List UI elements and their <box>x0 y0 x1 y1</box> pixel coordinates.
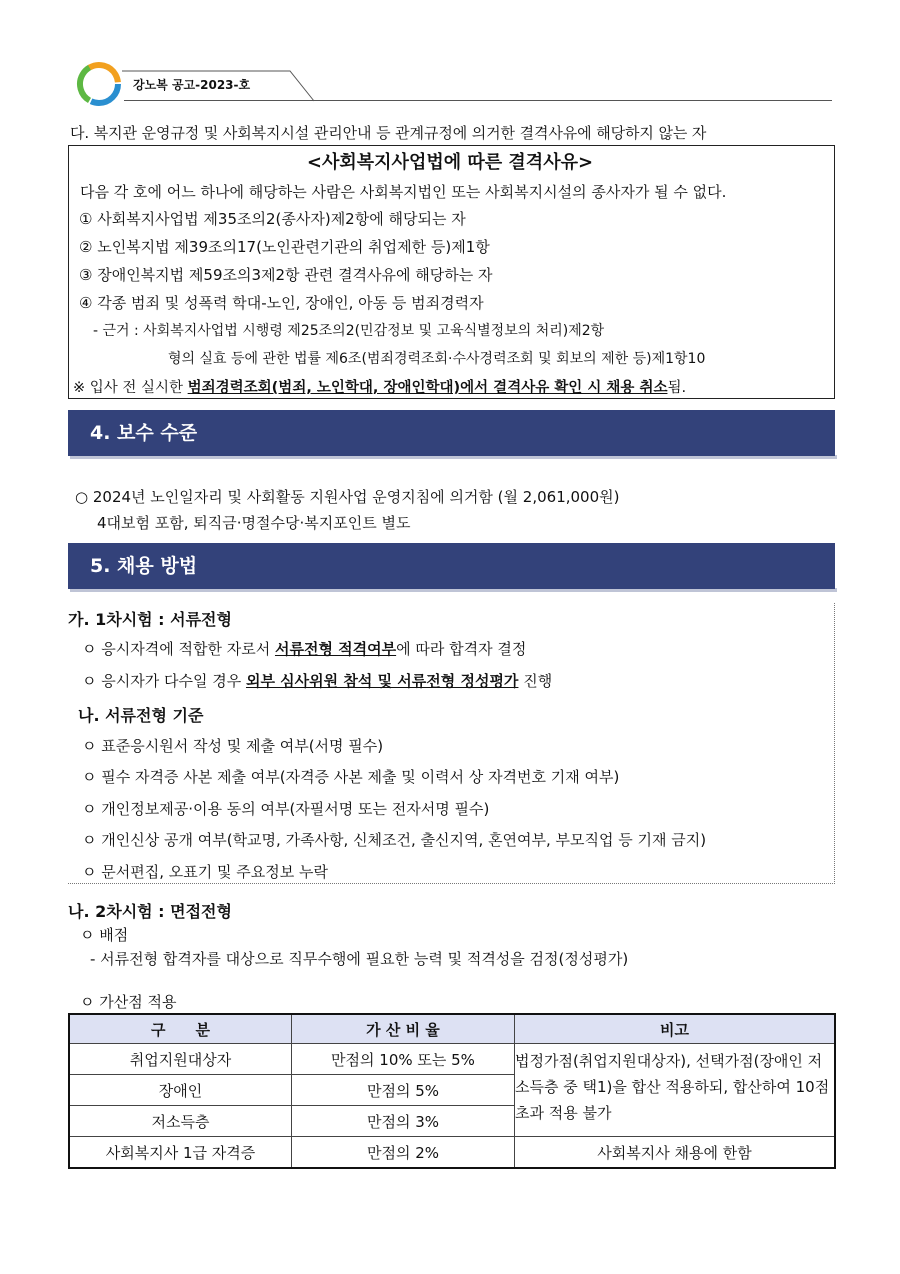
notice-item: ③ 장애인복지법 제59조의3제2항 관련 결격사유에 해당하는 자 <box>79 266 493 284</box>
table-cell: 취업지원대상자 <box>69 1044 292 1075</box>
table-cell: 만점의 5% <box>292 1075 515 1106</box>
first-exam-line: ㅇ 응시자가 다수일 경우 외부 심사위원 참석 및 서류전형 정성평가 진행 <box>82 672 553 690</box>
second-exam-heading: 나. 2차시험 : 면접전형 <box>68 902 232 921</box>
first-exam-heading: 가. 1차시험 : 서류전형 <box>68 610 232 629</box>
circle-logo-icon <box>76 61 122 107</box>
score-label: ㅇ 배점 <box>80 926 129 944</box>
bonus-label: ㅇ 가산점 적용 <box>80 993 177 1011</box>
criteria-item: ㅇ 필수 자격증 사본 제출 여부(자격증 사본 제출 및 이력서 상 자격번호 기재 여부) <box>82 768 620 786</box>
table-header: 비고 <box>515 1014 836 1044</box>
table-cell: 사회복지사 1급 자격증 <box>69 1137 292 1169</box>
notice-warning: ※ 입사 전 실시한 범죄경력조회(범죄, 노인학대, 장애인학대)에서 결격사유 확인 시 채용 취소됨. <box>73 380 687 396</box>
criteria-item: ㅇ 개인신상 공개 여부(학교명, 가족사항, 신체조건, 출신지역, 혼연여부, 부모직업 등 기재 금지) <box>82 831 707 849</box>
notice-item: ④ 각종 범죄 및 성폭력 학대-노인, 장애인, 아동 등 범죄경력자 <box>79 294 484 312</box>
table-cell: 만점의 2% <box>292 1137 515 1169</box>
disqualification-intro: 다. 복지관 운영규정 및 사회복지시설 관리안내 등 관계규정에 의거한 결격사유에 해당하지 않는 자 <box>70 124 707 142</box>
salary-line: ○ 2024년 노인일자리 및 사회활동 지원사업 운영지침에 의거함 (월 2,061,000원) <box>75 488 620 506</box>
criteria-item: ㅇ 표준응시원서 작성 및 제출 여부(서명 필수) <box>82 737 384 755</box>
criteria-item: ㅇ 개인정보제공·이용 동의 여부(자필서명 또는 전자서명 필수) <box>82 800 490 818</box>
table-cell: 저소득층 <box>69 1106 292 1137</box>
warning-emphasis: 범죄경력조회(범죄, 노인학대, 장애인학대)에서 결격사유 확인 시 채용 취소 <box>187 380 668 396</box>
notice-item: ② 노인복지법 제39조의17(노인관련기관의 취업제한 등)제1항 <box>79 238 490 256</box>
table-cell: 사회복지사 채용에 한함 <box>515 1137 836 1169</box>
notice-lead: 다음 각 호에 어느 하나에 해당하는 사람은 사회복지법인 또는 사회복지시설의 종사자가 될 수 없다. <box>80 183 727 201</box>
notice-item: ① 사회복지사업법 제35조의2(종사자)제2항에 해당되는 자 <box>79 210 466 228</box>
table-row <box>69 1137 835 1169</box>
notice-basis-cont: 형의 실효 등에 관한 법률 제6조(범죄경력조회·수사경력조회 및 회보의 제한 등)제1항10 <box>168 351 706 367</box>
score-detail: - 서류전형 합격자를 대상으로 직무수행에 필요한 능력 및 적격성을 검정(정성평가) <box>90 950 629 968</box>
bonus-points-table <box>68 1013 836 1169</box>
table-cell: 장애인 <box>69 1075 292 1106</box>
document-number: 강노복 공고-2023-호 <box>133 78 251 92</box>
criteria-item: ㅇ 문서편집, 오표기 및 주요정보 누락 <box>82 863 328 881</box>
criteria-heading: 나. 서류전형 기준 <box>78 706 204 725</box>
table-header-row <box>69 1014 835 1044</box>
notice-basis: - 근거 : 사회복지사업법 시행령 제25조의2(민감정보 및 고육식별정보의 처리)제2항 <box>93 323 605 339</box>
table-header: 구 분 <box>69 1014 292 1044</box>
salary-detail: 4대보험 포함, 퇴직금·명절수당·복지포인트 별도 <box>97 514 411 532</box>
table-cell: 만점의 10% 또는 5% <box>292 1044 515 1075</box>
header-divider <box>124 100 832 101</box>
merged-note-cell: 법정가점(취업지원대상자), 선택가점(장애인 저소득층 중 택1)을 합산 적용하되, 합산하여 10점 초과 적용 불가 <box>515 1044 836 1137</box>
notice-title: <사회복지사업법에 따른 결격사유> <box>306 152 594 173</box>
table-row <box>69 1044 835 1075</box>
table-cell: 만점의 3% <box>292 1106 515 1137</box>
section-title-salary: 4. 보수 수준 <box>68 410 835 456</box>
section-title-hiring: 5. 채용 방법 <box>68 543 835 589</box>
table-header: 가 산 비 율 <box>292 1014 515 1044</box>
first-exam-line: ㅇ 응시자격에 적합한 자로서 서류전형 적격여부에 따라 합격자 결정 <box>82 640 527 658</box>
